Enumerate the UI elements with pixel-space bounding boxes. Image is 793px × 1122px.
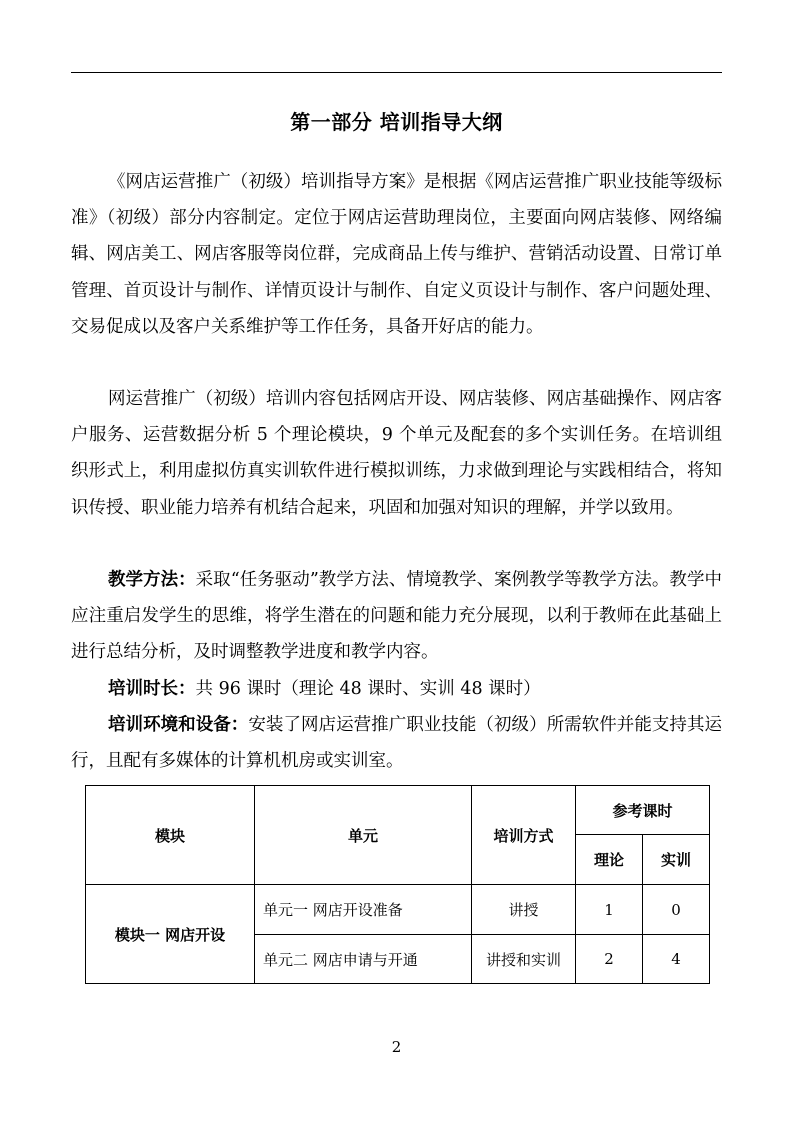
teaching-method-label: 教学方法： <box>108 570 196 590</box>
teaching-method-text: 采取“任务驱动”教学方法、情境教学、案例教学等教学方法。教学中应注重启发学生的思维，将学生潜在的问题和能力充分展现，以利于教师在此基础上进行总结分析，及时调整教学进度和教学内容。 <box>71 570 722 663</box>
table-row <box>86 885 710 935</box>
duration-label: 培训时长： <box>108 679 196 699</box>
practice-cell: 4 <box>643 935 710 984</box>
unit-cell: 单元二 网店申请与开通 <box>255 935 472 984</box>
environment-text: 安装了网店运营推广职业技能（初级）所需软件并能支持其运行，且配有多媒体的计算机机房或实训室。 <box>71 715 723 772</box>
environment-label: 培训环境和设备： <box>108 715 249 735</box>
duration-paragraph <box>71 671 722 707</box>
duration-text: 共 96 课时（理论 48 课时、实训 48 课时） <box>195 679 541 699</box>
content-paragraph: 网运营推广（初级）培训内容包括网店开设、网店装修、网店基础操作、网店客户服务、运营数据分析 5 个理论模块，9 个单元及配套的多个实训任务。在培训组织形式上，利用虚拟仿真实训软件进行模拟训练，力求做到理论与实践相结合，将知识传授、职业能力培养有机结合起来，巩固和加强对知识的理解，并学以致用。 <box>71 389 722 518</box>
teaching-method-paragraph <box>71 562 722 671</box>
header-method: 培训方式 <box>472 786 576 885</box>
section-title: 第一部分 培训指导大纲 <box>290 110 503 134</box>
header-practice: 实训 <box>643 835 710 885</box>
method-cell: 讲授 <box>472 885 576 935</box>
environment-paragraph <box>71 707 722 779</box>
unit-cell: 单元一 网店开设准备 <box>255 885 472 935</box>
table-header-row <box>86 786 710 835</box>
header-rule <box>71 72 722 73</box>
course-table <box>85 785 710 984</box>
header-hours: 参考课时 <box>576 786 710 835</box>
practice-cell: 0 <box>643 885 710 935</box>
method-cell: 讲授和实训 <box>472 935 576 984</box>
header-module: 模块 <box>86 786 255 885</box>
intro-paragraph: 《网店运营推广（初级）培训指导方案》是根据《网店运营推广职业技能等级标准》（初级）部分内容制定。定位于网店运营助理岗位，主要面向网店装修、网络编辑、网店美工、网店客服等岗位群，完成商品上传与维护、营销活动设置、日常订单管理、首页设计与制作、详情页设计与制作、自定义页设计与制作、客户问题处理、交易促成以及客户关系维护等工作任务，具备开好店的能力。 <box>71 172 722 337</box>
theory-cell: 1 <box>576 885 643 935</box>
page-number: 2 <box>391 1038 402 1056</box>
module-cell: 模块一 网店开设 <box>86 885 255 984</box>
theory-cell: 2 <box>576 935 643 984</box>
header-unit: 单元 <box>255 786 472 885</box>
header-theory: 理论 <box>576 835 643 885</box>
